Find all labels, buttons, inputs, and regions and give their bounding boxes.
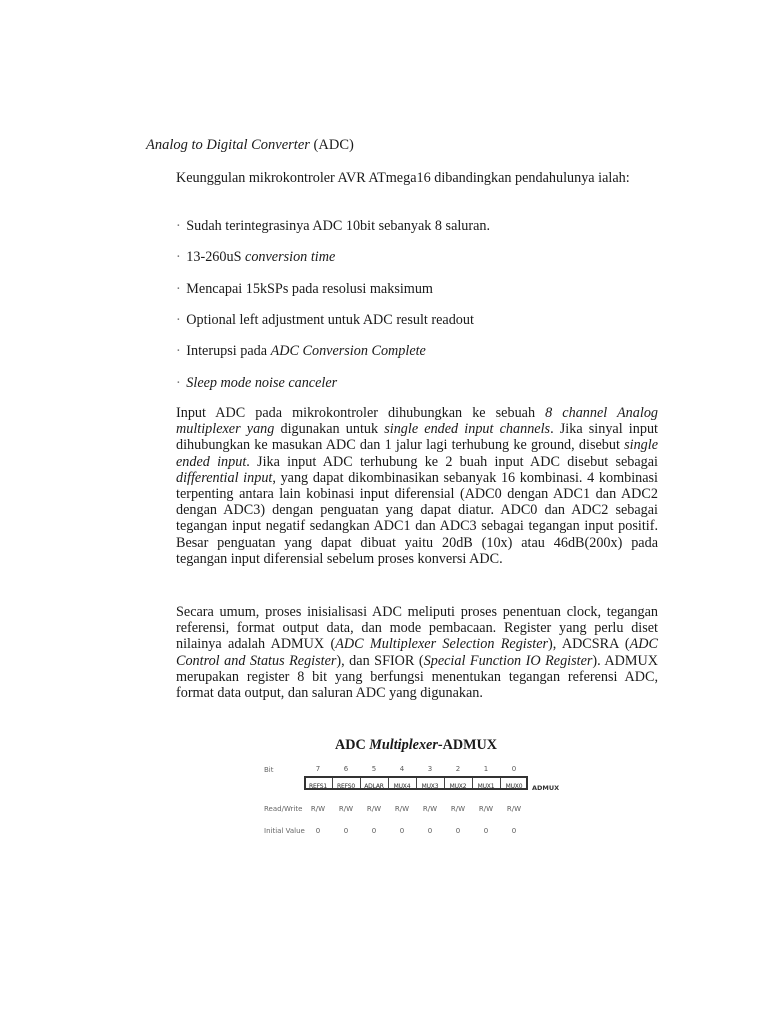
- bullet-item: [176, 249, 335, 265]
- bullet-text: 13-260uS: [182, 249, 246, 265]
- bullet-italic: conversion time: [245, 249, 336, 265]
- bullet-marker: ·: [176, 218, 181, 234]
- bullet-item: [176, 218, 490, 234]
- initial-value: 0: [427, 827, 433, 835]
- initial-value: 0: [343, 827, 349, 835]
- para-text: . Jika input ADC terhubung ke 2 buah input ADC disebut sebagai: [246, 453, 659, 470]
- rw-value: R/W: [450, 805, 466, 813]
- bullet-italic: ADC Conversion Complete: [270, 343, 426, 359]
- bullet-italic: Sleep mode noise canceler: [186, 375, 338, 391]
- initial-value: 0: [511, 827, 517, 835]
- rw-value: R/W: [478, 805, 494, 813]
- heading-plain: (ADC): [309, 137, 354, 153]
- adc-input-paragraph: [176, 405, 658, 567]
- initial-value: 0: [371, 827, 377, 835]
- bullet-marker: ·: [176, 281, 181, 297]
- rw-row-label: Read/Write: [264, 805, 303, 813]
- bullet-item: [176, 343, 426, 359]
- bullet-text: Interupsi pada: [182, 343, 271, 359]
- bit-name: REFS0: [337, 783, 355, 790]
- para-italic: ADC Multiplexer Selection Register: [335, 636, 549, 653]
- bullet-item: [176, 375, 337, 391]
- initial-value: 0: [455, 827, 461, 835]
- para-italic: single ended input channels: [384, 421, 551, 438]
- bullet-text: Optional left adjustment untuk ADC result readout: [182, 312, 474, 328]
- section-heading: [146, 137, 354, 153]
- bullet-marker: ·: [176, 312, 181, 328]
- bullet-text: Mencapai 15kSPs pada resolusi maksimum: [182, 281, 433, 297]
- bit-name: MUX3: [421, 783, 439, 790]
- admux-register-figure: [262, 756, 558, 840]
- bullet-item: [176, 281, 433, 297]
- para-text: digunakan untuk: [274, 421, 385, 438]
- para-italic: differential input: [176, 469, 273, 486]
- register-name: ADMUX: [532, 784, 560, 792]
- figure-title: [0, 737, 768, 753]
- bullet-marker: ·: [176, 343, 181, 359]
- para-italic: single ended input: [176, 437, 658, 470]
- initial-value: 0: [483, 827, 489, 835]
- bit-name: MUX0: [505, 783, 523, 790]
- para-text: , yang dapat dikombinasikan sebanyak 16 kombinasi. 4 kombinasi terpenting antara lain kobinasi input diferensial (ADC0 dengan ADC1 dan ADC2 dengan ADC3) dengan penguatan yang dapat diatur. ADC0 dan ADC2 sebagai tegangan input negatif sedangkan ADC1 dan ADC3 sebagai tegangan input positif. Besar penguatan yang dapat dibuat yaitu 20dB (10x) atau 46dB(200x) pada tegangan input diferensial sebelum proses konversi ADC.: [176, 469, 658, 567]
- bit-number: 6: [343, 765, 349, 773]
- rw-value: R/W: [506, 805, 522, 813]
- rw-value: R/W: [338, 805, 354, 813]
- rw-value: R/W: [394, 805, 410, 813]
- para-text: Input ADC pada mikrokontroler dihubungkan ke sebuah: [176, 405, 546, 421]
- initial-value: 0: [315, 827, 321, 835]
- para-text: ), ADCSRA (: [548, 636, 630, 653]
- para-text: ). ADMUX merupakan register 8 bit yang berfungsi menentukan tegangan referensi ADC, format data output, dan saluran ADC yang digunakan.: [176, 652, 659, 702]
- bit-name: ADLAR: [364, 783, 384, 790]
- rw-value: R/W: [366, 805, 382, 813]
- para-text: . Jika sinyal input dihubungkan ke masukan ADC dan 1 jalur lagi terhubung ke ground, disebut: [176, 421, 658, 454]
- para-italic: Special Function IO Register: [423, 652, 593, 669]
- heading-italic: Analog to Digital Converter: [146, 137, 310, 153]
- bit-number: 5: [371, 765, 377, 773]
- bullet-marker: ·: [176, 249, 181, 265]
- initial-value-row-label: Initial Value: [264, 827, 305, 835]
- para-italic: 8 channel Analog multiplexer yang: [176, 405, 659, 438]
- bit-number: 2: [455, 765, 461, 773]
- para-text: Secara umum, proses inisialisasi ADC meliputi proses penentuan clock, tegangan referensi, format output data, dan mode pembacaan. Register yang perlu diset nilainya adalah ADMUX (: [176, 604, 658, 653]
- para-text: ), dan SFIOR (: [336, 652, 424, 669]
- rw-value: R/W: [422, 805, 438, 813]
- bit-number: 1: [483, 765, 489, 773]
- bit-number: 4: [399, 765, 405, 773]
- bit-number: 3: [427, 765, 433, 773]
- figure-title-italic: Multiplexer: [369, 737, 438, 753]
- bullet-marker: ·: [176, 375, 181, 391]
- initial-value: 0: [399, 827, 405, 835]
- bit-name: MUX2: [449, 783, 467, 790]
- bit-number: 0: [511, 765, 517, 773]
- rw-value: R/W: [310, 805, 326, 813]
- figure-title-text: ADC: [335, 737, 370, 753]
- bit-name: REFS1: [309, 783, 327, 790]
- bullet-item: [176, 312, 474, 328]
- bit-row-label: Bit: [264, 766, 274, 774]
- intro-paragraph: Keunggulan mikrokontroler AVR ATmega16 dibandingkan pendahulunya ialah:: [176, 170, 630, 186]
- bit-name: MUX1: [477, 783, 495, 790]
- adc-init-paragraph: [176, 604, 658, 701]
- bit-number: 7: [315, 765, 321, 773]
- figure-title-text: -ADMUX: [437, 737, 497, 753]
- para-italic: ADC Control and Status Register: [176, 636, 659, 669]
- bit-name: MUX4: [393, 783, 411, 790]
- bullet-text: Sudah terintegrasinya ADC 10bit sebanyak 8 saluran.: [182, 218, 491, 234]
